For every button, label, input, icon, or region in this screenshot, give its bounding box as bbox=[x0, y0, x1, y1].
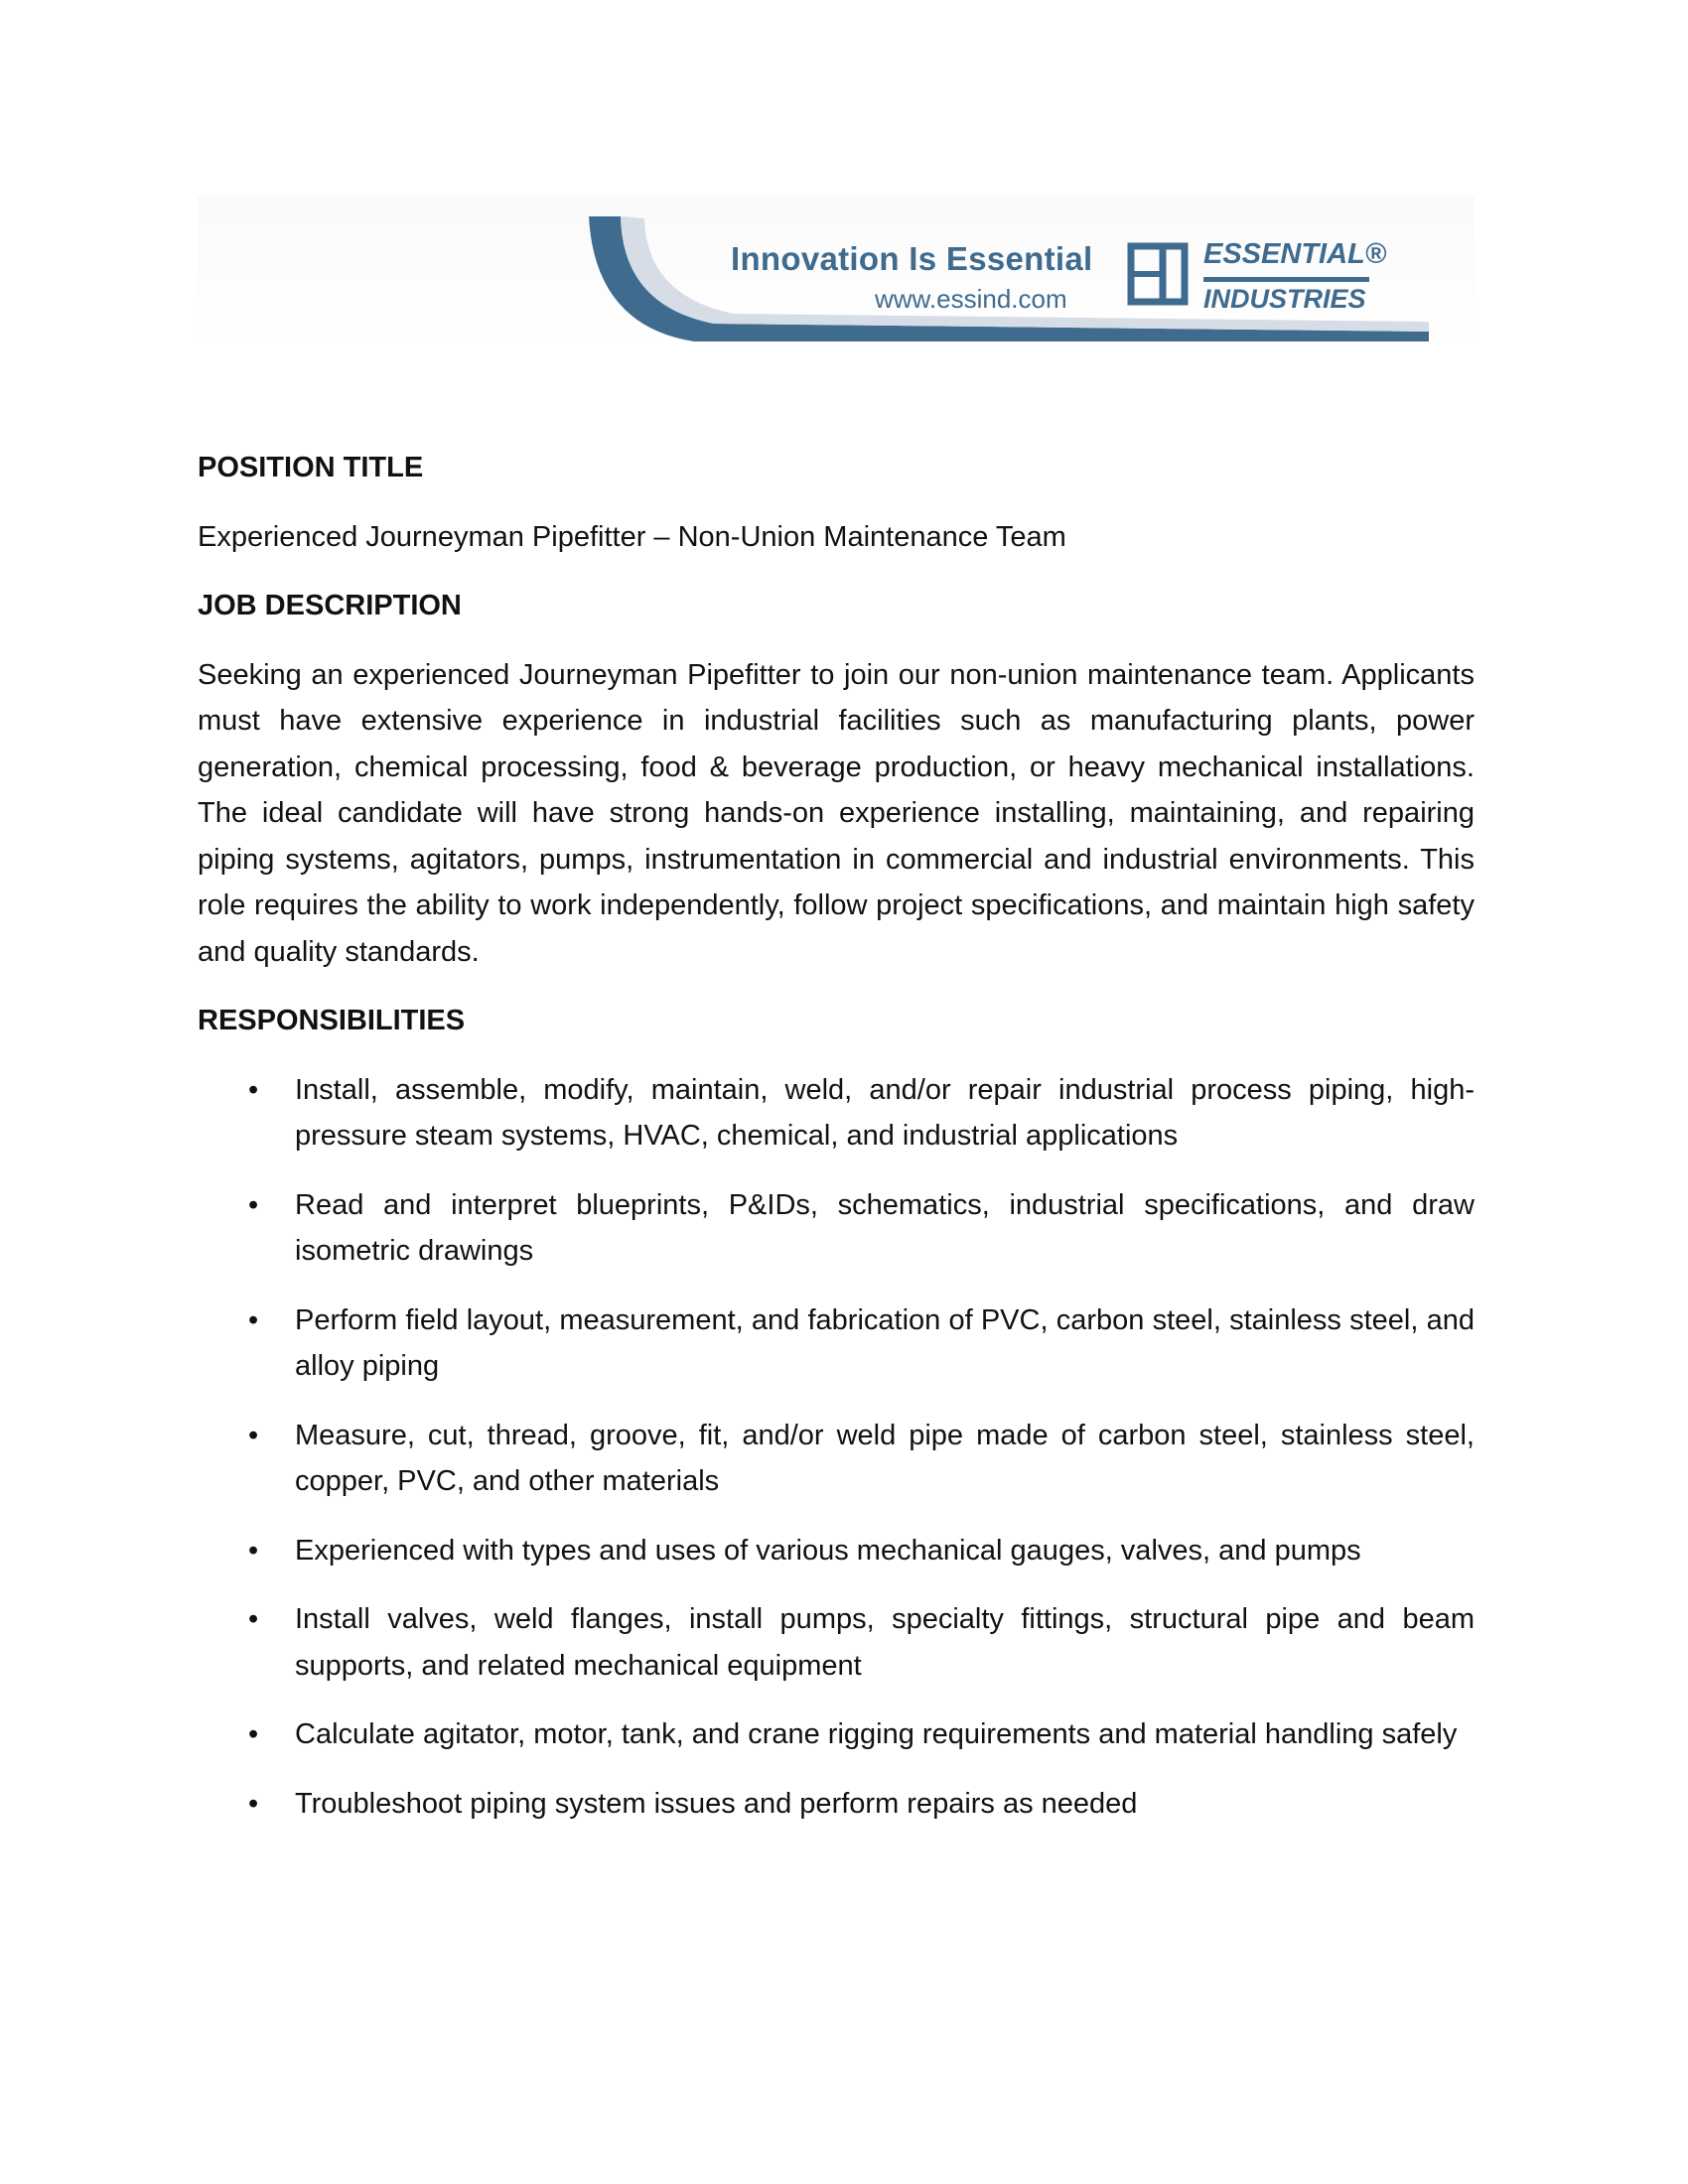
logo-url: www.essind.com bbox=[875, 284, 1067, 314]
list-item-text: Perform field layout, measurement, and fabrication of PVC, carbon steel, stainless steel, and alloy piping bbox=[295, 1303, 1475, 1382]
list-item bbox=[198, 1413, 1475, 1505]
list-item bbox=[198, 1596, 1475, 1689]
list-item bbox=[198, 1781, 1475, 1828]
responsibilities-heading: RESPONSIBILITIES bbox=[198, 1005, 466, 1036]
job-description-text: Seeking an experienced Journeyman Pipefitter to join our non-union maintenance team. Applicants must have extensive experience in industrial facilities such as manufacturing plants, power generation, chemical processing, food & beverage production, or heavy mechanical installations. The ideal candidate will have strong hands-on experience installing, maintaining, and repairing piping systems, agitators, pumps, instrumentation in commercial and industrial environments. This role requires the ability to work independently, follow project specifications, and maintain high safety and quality standards. bbox=[198, 658, 1475, 968]
bullet-icon: • bbox=[248, 1603, 259, 1635]
list-item-text: Calculate agitator, motor, tank, and crane rigging requirements and material handling safely bbox=[295, 1718, 1458, 1750]
company-logo-banner bbox=[198, 197, 1475, 347]
bullet-icon: • bbox=[248, 1303, 259, 1336]
responsibilities-list bbox=[198, 1067, 1475, 1828]
list-item-text: Troubleshoot piping system issues and perform repairs as needed bbox=[295, 1787, 1138, 1820]
list-item bbox=[198, 1067, 1475, 1160]
list-item-text: Install valves, weld flanges, install pumps, specialty fittings, structural pipe and beam supports, and related mechanical equipment bbox=[295, 1603, 1475, 1682]
list-item bbox=[198, 1297, 1475, 1390]
bullet-icon: • bbox=[248, 1787, 259, 1820]
bullet-icon: • bbox=[248, 1188, 259, 1221]
list-item-text: Measure, cut, thread, groove, fit, and/or weld pipe made of carbon steel, stainless steel, copper, PVC, and other materials bbox=[295, 1419, 1475, 1497]
list-item bbox=[198, 1711, 1475, 1758]
bullet-icon: • bbox=[248, 1534, 259, 1567]
job-posting bbox=[198, 445, 1475, 1849]
list-item bbox=[198, 1182, 1475, 1275]
list-item bbox=[198, 1528, 1475, 1574]
list-item-text: Experienced with types and uses of various mechanical gauges, valves, and pumps bbox=[295, 1534, 1361, 1567]
logo-tagline: Innovation Is Essential bbox=[731, 240, 1093, 277]
job-description-heading: JOB DESCRIPTION bbox=[198, 590, 462, 621]
logo-brand-subname: INDUSTRIES bbox=[1203, 284, 1366, 314]
bullet-icon: • bbox=[248, 1419, 259, 1451]
position-title-heading: POSITION TITLE bbox=[198, 452, 424, 483]
position-title: Experienced Journeyman Pipefitter – Non-Union Maintenance Team bbox=[198, 520, 1066, 553]
bullet-icon: • bbox=[248, 1073, 259, 1106]
logo-brand-name: ESSENTIAL® bbox=[1203, 238, 1387, 270]
list-item-text: Read and interpret blueprints, P&IDs, schematics, industrial specifications, and draw isometric drawings bbox=[295, 1188, 1475, 1267]
logo-divider bbox=[1203, 277, 1369, 282]
list-item-text: Install, assemble, modify, maintain, weld, and/or repair industrial process piping, high-pressure steam systems, HVAC, chemical, and industrial applications bbox=[295, 1073, 1475, 1152]
bullet-icon: • bbox=[248, 1718, 259, 1750]
